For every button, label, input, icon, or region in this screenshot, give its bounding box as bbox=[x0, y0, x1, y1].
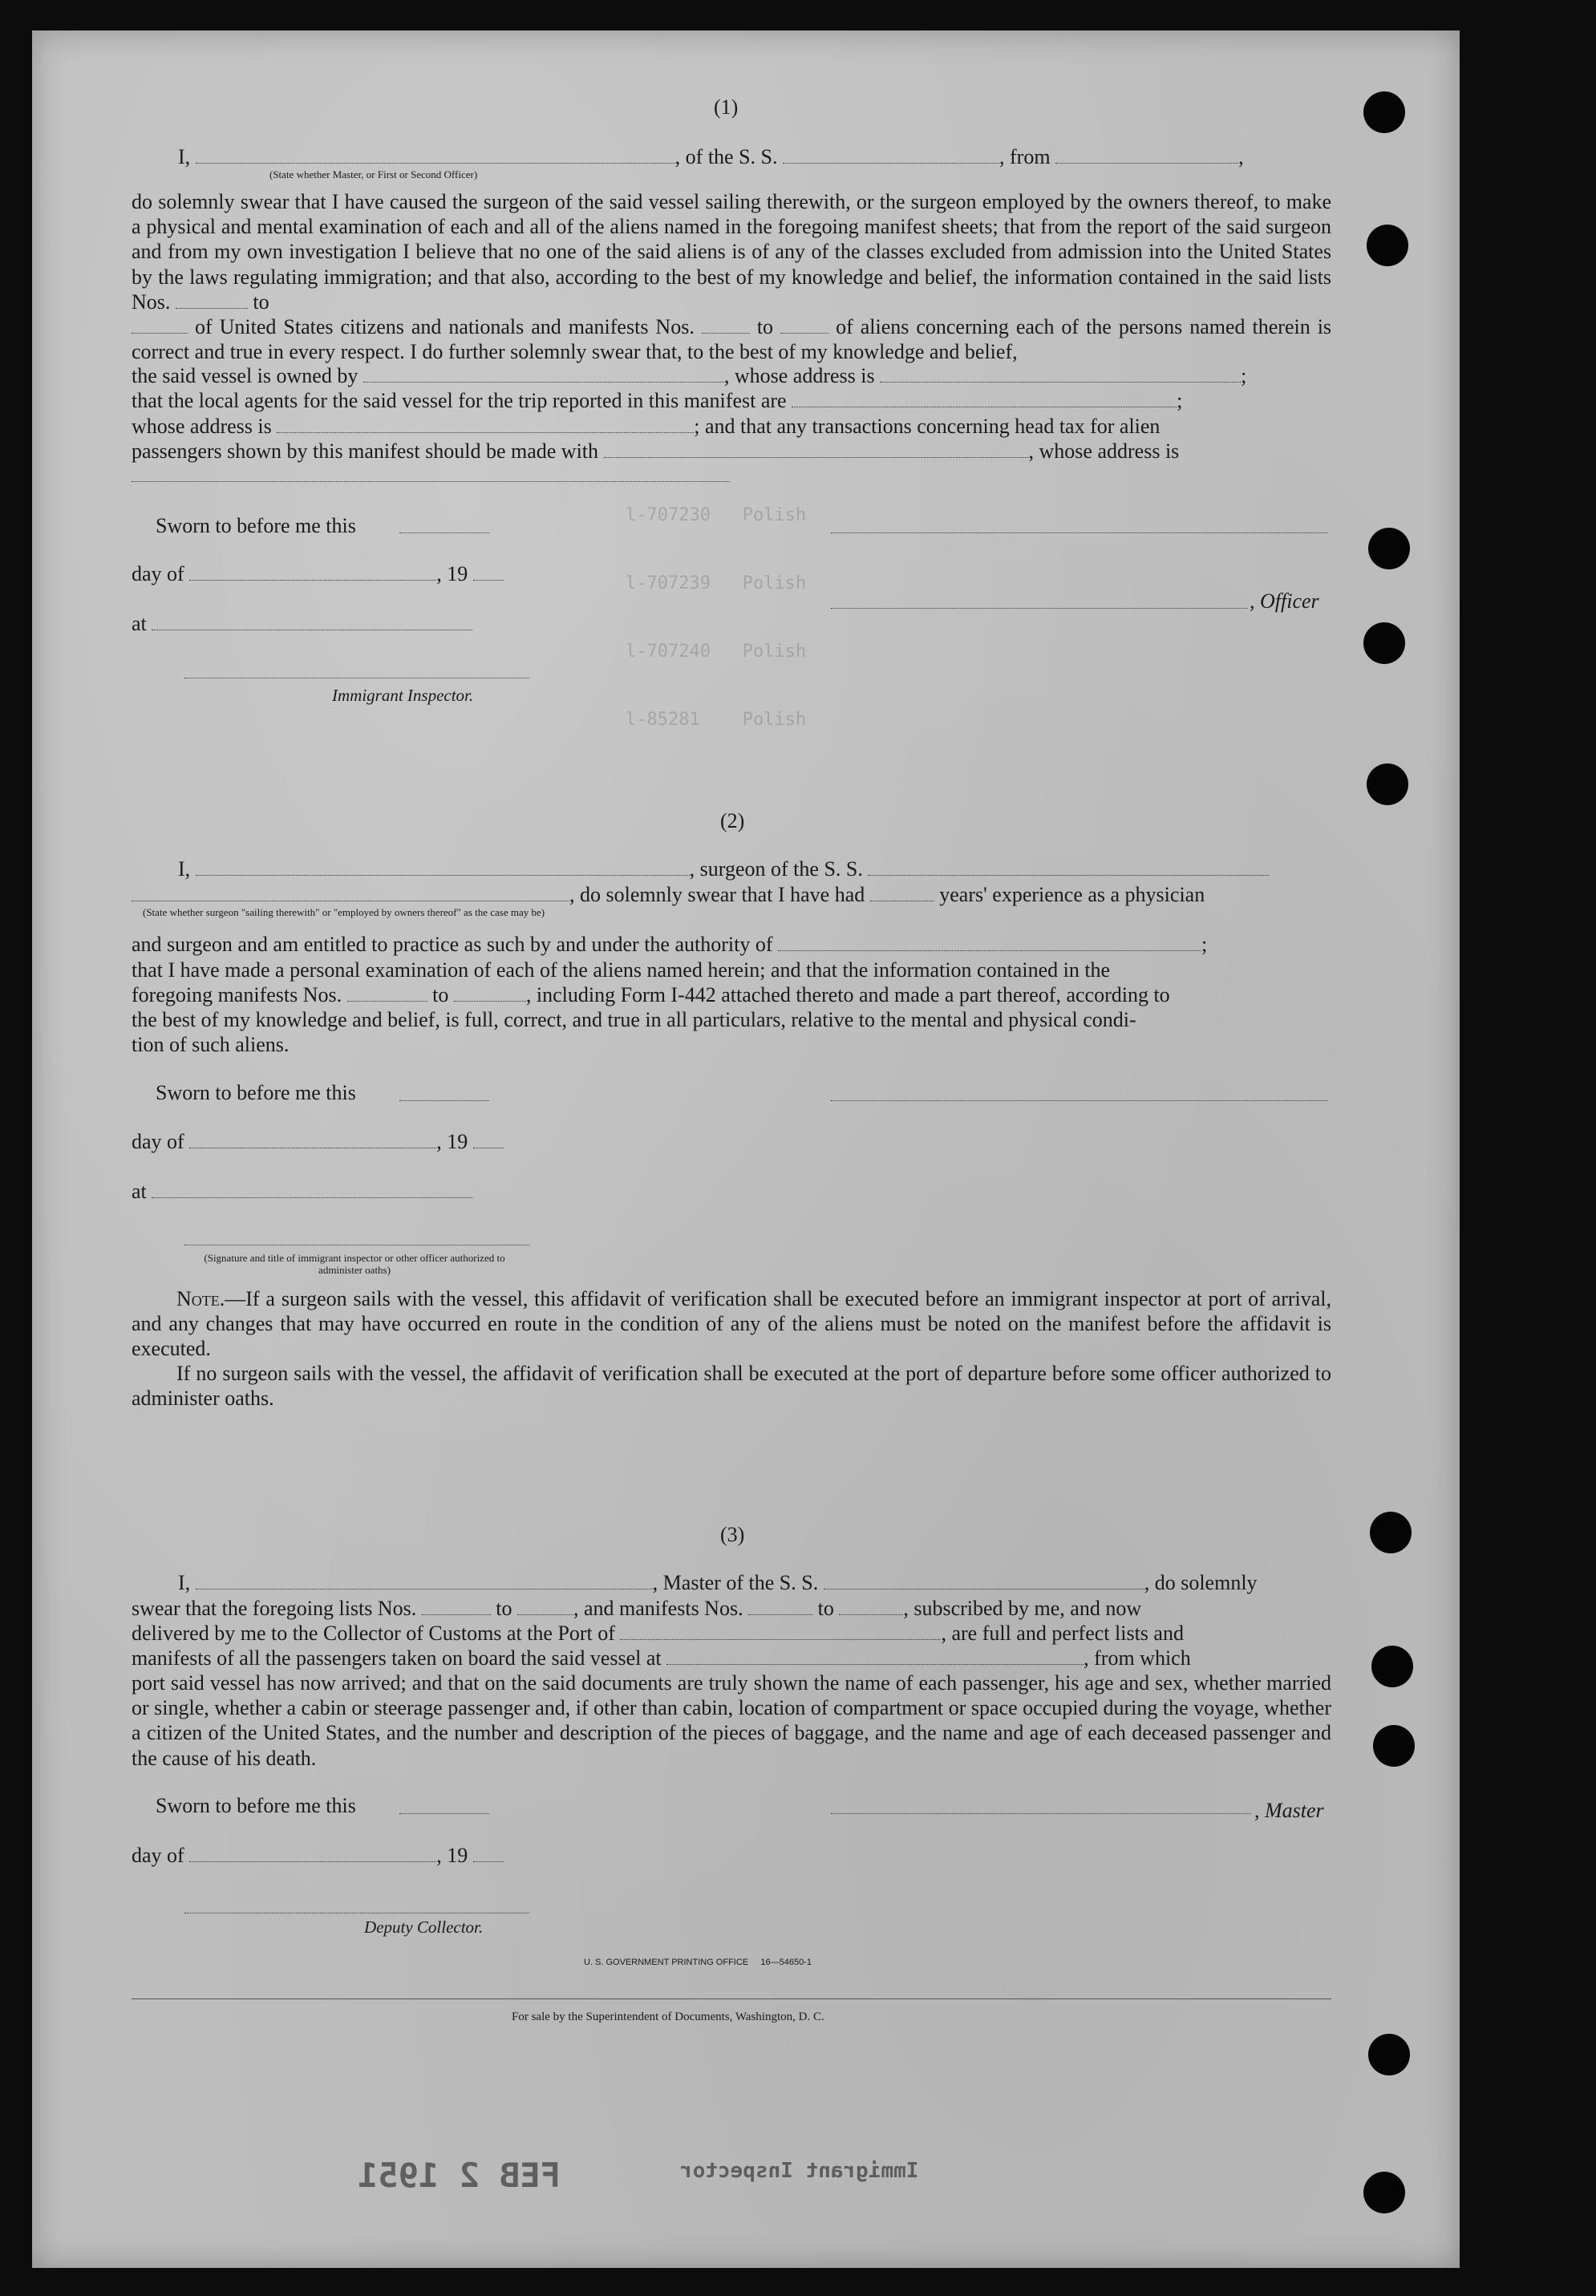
to-label: to bbox=[817, 1597, 834, 1620]
binder-hole bbox=[1370, 1512, 1412, 1553]
sec2-line7: tion of such aliens. bbox=[132, 1033, 290, 1056]
sec2-manifest-from-field[interactable] bbox=[347, 1000, 427, 1002]
agents-address-label: whose address is bbox=[132, 415, 272, 438]
to-label: to bbox=[756, 315, 774, 339]
binder-hole bbox=[1373, 1725, 1415, 1767]
sec3-line3 bbox=[132, 1621, 1184, 1646]
sec3-manifest-to-field[interactable] bbox=[839, 1614, 903, 1615]
sec3-line4 bbox=[132, 1646, 1191, 1670]
form-i442-label: , including Form I-442 attached thereto and made a part thereof, according to bbox=[525, 983, 1170, 1006]
binder-hole bbox=[1363, 2172, 1405, 2213]
sec2-at-field[interactable] bbox=[152, 1197, 472, 1198]
port-field[interactable] bbox=[620, 1638, 941, 1640]
officer-label: , Officer bbox=[1250, 589, 1319, 613]
to-label: to bbox=[253, 290, 269, 314]
sec1-ss-label: , of the S. S. bbox=[674, 145, 778, 168]
sec1-i-label: I, bbox=[178, 145, 191, 168]
note-paragraph bbox=[132, 1286, 1331, 1362]
manifests-label: , and manifests Nos. bbox=[573, 1597, 743, 1620]
sec2-year-field[interactable] bbox=[473, 1147, 504, 1148]
sec3-lists-from-field[interactable] bbox=[422, 1614, 491, 1615]
sec2-line1 bbox=[178, 856, 1269, 881]
sale-note: For sale by the Superintendent of Documents, Washington, D. C. bbox=[512, 2011, 824, 2023]
note-text-2: If no surgeon sails with the vessel, the affidavit of verification shall be executed at the port of departure before some officer authorized to administer oaths. bbox=[132, 1362, 1331, 1411]
owned-line bbox=[132, 363, 1246, 388]
inspector-stamp: Immigrant Inspector bbox=[680, 2159, 919, 2183]
years-field[interactable] bbox=[870, 900, 934, 901]
agents-line bbox=[132, 388, 1182, 413]
to-label: to bbox=[432, 983, 449, 1006]
solemnly-label: , do solemnly bbox=[1144, 1571, 1258, 1594]
headtax-address-label: , whose address is bbox=[1028, 439, 1180, 463]
sec2-line4: that I have made a personal examination of each of the aliens named herein; and that the information contained in the bbox=[132, 958, 1111, 982]
binder-hole bbox=[1371, 1646, 1413, 1687]
surgeon-note: (State whether surgeon "sailing therewith" or "employed by owners thereof" as the case may be) bbox=[143, 906, 545, 918]
officer-name-field[interactable] bbox=[196, 162, 675, 164]
sec2-i-label: I, bbox=[178, 857, 191, 881]
experience-label: years' experience as a physician bbox=[939, 883, 1205, 906]
from-port-field[interactable] bbox=[1055, 162, 1238, 164]
passengers-line bbox=[132, 439, 1179, 464]
sec3-lists-to-field[interactable] bbox=[517, 1614, 573, 1615]
sec3-day-field[interactable] bbox=[189, 1861, 436, 1862]
sec3-i-label: I, bbox=[178, 1571, 191, 1594]
sec1-from-label: , from bbox=[999, 145, 1051, 168]
sec3-line1 bbox=[178, 1570, 1258, 1595]
year-label: , 19 bbox=[436, 1130, 468, 1153]
punct: ; bbox=[1201, 933, 1208, 956]
embark-port-field[interactable] bbox=[666, 1663, 1084, 1665]
sec3-line2 bbox=[132, 1596, 1141, 1621]
sec2-sworn-field[interactable] bbox=[399, 1100, 489, 1101]
sec1-sworn-field[interactable] bbox=[399, 532, 489, 533]
master-signature-line[interactable] bbox=[831, 1813, 1251, 1814]
note-text: —If a surgeon sails with the vessel, this affidavit of verification shall be executed before an immigrant inspector at port of arrival, and any changes that may have occurred en route in the condition of any of the aliens must be noted on the manifest before the affidavit is executed. bbox=[132, 1287, 1331, 1361]
agents-field[interactable] bbox=[792, 406, 1177, 407]
sec1-officer-signature-line[interactable] bbox=[831, 532, 1328, 533]
binder-hole bbox=[1367, 225, 1408, 266]
sec2-day-field[interactable] bbox=[189, 1147, 436, 1148]
show-through-text: l-707230 Polish l-707239 Polish l-707240 Polish l-85281 Polish bbox=[626, 505, 807, 730]
swear-label: , do solemnly swear that I have had bbox=[569, 883, 865, 906]
sec1-day-line bbox=[132, 561, 504, 586]
sec1-at-line bbox=[132, 611, 472, 636]
binder-hole bbox=[1368, 528, 1410, 569]
owned-label: the said vessel is owned by bbox=[132, 364, 358, 387]
date-stamp: FEB 2 1951 bbox=[358, 2156, 561, 2195]
to-label: to bbox=[496, 1597, 512, 1620]
foregoing-label: foregoing manifests Nos. bbox=[132, 983, 342, 1006]
year-label: , 19 bbox=[436, 1844, 468, 1867]
passengers-label: passengers shown by this manifest should be made with bbox=[132, 439, 599, 463]
headtax-agent-field[interactable] bbox=[604, 456, 1029, 458]
owner-address-field[interactable] bbox=[880, 381, 1241, 383]
day-label: day of bbox=[132, 1130, 184, 1153]
gpo-imprint: U. S. GOVERNMENT PRINTING OFFICE 16—54650-1 bbox=[584, 1958, 812, 1967]
surgeon-signature-line[interactable] bbox=[831, 1100, 1328, 1101]
authority-label: and surgeon and am entitled to practice as such by and under the authority of bbox=[132, 933, 773, 956]
taken-on-board-label: manifests of all the passengers taken on board the said vessel at bbox=[132, 1646, 662, 1670]
authority-field[interactable] bbox=[778, 950, 1201, 951]
sec2-at-line bbox=[132, 1179, 472, 1204]
from-which-label: , from which bbox=[1084, 1646, 1191, 1670]
day-label: day of bbox=[132, 562, 184, 585]
sec3-vessel-field[interactable] bbox=[824, 1588, 1144, 1589]
sec1-officer-line[interactable] bbox=[831, 608, 1248, 609]
owner-address-label: , whose address is bbox=[723, 364, 875, 387]
note-paragraph-2 bbox=[132, 1361, 1331, 1411]
lists-from-field[interactable] bbox=[176, 307, 248, 309]
sec2-manifest-to-field[interactable] bbox=[454, 1000, 526, 1002]
sec1-sworn: Sworn to before me this bbox=[156, 514, 356, 537]
lists-label: swear that the foregoing lists Nos. bbox=[132, 1597, 417, 1620]
at-label: at bbox=[132, 1180, 147, 1203]
sec1-day-field[interactable] bbox=[189, 579, 436, 581]
agents-label: that the local agents for the said vessel for the trip reported in this manifest are bbox=[132, 389, 787, 412]
punct: ; bbox=[1177, 389, 1183, 412]
at-label: at bbox=[132, 612, 147, 635]
sec2-sworn: Sworn to before me this bbox=[156, 1081, 356, 1104]
day-label: day of bbox=[132, 1844, 184, 1867]
agents-address-field[interactable] bbox=[277, 431, 694, 433]
sec1-body-text: do solemnly swear that I have caused the surgeon of the said vessel sailing therewith, or the surgeon employed by the owners thereof, to make a physical and mental examination of each and all of the aliens named in the foregoing manifest sheets; that from the report of the said surgeon and from my own investigation I believe that no one of the said aliens is of any of the classes excluded from admission into the United States by the laws regulating immigration; and that also, according to the best of my knowledge and belief, the information contained in the said lists Nos. bbox=[132, 190, 1331, 314]
sec3-sworn: Sworn to before me this bbox=[156, 1794, 356, 1817]
vessel-name-field[interactable] bbox=[783, 162, 999, 164]
officer-note: (State whether Master, or First or Second Officer) bbox=[269, 168, 478, 180]
sec1-body bbox=[132, 189, 1331, 364]
whose-line bbox=[132, 414, 1160, 439]
subscribed-label: , subscribed by me, and now bbox=[903, 1597, 1142, 1620]
binder-hole bbox=[1367, 763, 1408, 805]
lists-to-field[interactable] bbox=[132, 332, 188, 334]
sec1-line1: I, , of the S. S. , from , bbox=[178, 145, 1244, 168]
sec3-day-line bbox=[132, 1843, 504, 1868]
signature-title-note: (Signature and title of immigrant inspector or other officer authorized to administer oaths) bbox=[204, 1252, 505, 1276]
note-label: Note. bbox=[176, 1287, 225, 1310]
sec3-sworn-field[interactable] bbox=[399, 1813, 489, 1814]
surgeon-name-field[interactable] bbox=[196, 874, 690, 876]
manifest-to-field[interactable] bbox=[780, 332, 828, 334]
section-2-number: (2) bbox=[720, 809, 745, 832]
manifest-from-field[interactable] bbox=[702, 332, 750, 334]
sec3-year-field[interactable] bbox=[473, 1861, 504, 1862]
surgeon-ss-label: , surgeon of the S. S. bbox=[689, 857, 863, 881]
deputy-collector-label: Deputy Collector. bbox=[364, 1917, 484, 1937]
headtax-label: ; and that any transactions concerning head tax for alien bbox=[694, 415, 1161, 438]
section-3-number: (3) bbox=[720, 1523, 745, 1546]
master-ss-label: , Master of the S. S. bbox=[652, 1571, 819, 1594]
year-label: , 19 bbox=[436, 562, 468, 585]
sec2-day-line bbox=[132, 1129, 504, 1154]
binder-hole bbox=[1363, 91, 1405, 133]
binder-hole bbox=[1363, 622, 1405, 664]
headtax-address-line[interactable] bbox=[132, 481, 730, 482]
surgeon-type-field[interactable] bbox=[132, 900, 569, 901]
collector-port-label: delivered by me to the Collector of Customs at the Port of bbox=[132, 1622, 615, 1645]
sec3-manifest-from-field[interactable] bbox=[748, 1614, 812, 1615]
sec1-year-field[interactable] bbox=[473, 579, 504, 581]
binder-hole bbox=[1368, 2034, 1410, 2075]
sec2-line3 bbox=[132, 932, 1207, 957]
immigrant-inspector-label: Immigrant Inspector. bbox=[332, 686, 474, 705]
perfect-lists-label: , are full and perfect lists and bbox=[941, 1622, 1184, 1645]
section-1-number: (1) bbox=[714, 95, 739, 119]
sec1-body-text-3: of aliens concerning each of the persons named therein is correct and true in every respect. I do further solemnly swear that, to the best of my knowledge and belief, bbox=[132, 315, 1332, 364]
master-name-field[interactable] bbox=[196, 1588, 653, 1589]
sec3-body: port said vessel has now arrived; and that on the said documents are truly shown the name of each passenger, his age and sex, whether married or single, whether a cabin or steerage passenger and, if other than cabin, location of compartment or space occupied during the voyage, whether a citizen of the United States, and the number and description of the pieces of baggage, and the name and age of each deceased passenger and the cause of his death. bbox=[132, 1671, 1331, 1770]
footer-rule bbox=[132, 1998, 1331, 1999]
sec2-vessel-field[interactable] bbox=[868, 874, 1269, 876]
sec1-at-field[interactable] bbox=[152, 629, 472, 630]
owner-field[interactable] bbox=[363, 381, 724, 383]
punct: ; bbox=[1241, 364, 1247, 387]
sec2-line6: the best of my knowledge and belief, is full, correct, and true in all particulars, relative to the mental and physical condi- bbox=[132, 1008, 1136, 1031]
sec2-line2 bbox=[132, 882, 1205, 907]
sec2-line5 bbox=[132, 982, 1170, 1007]
sec1-body-text-2: of United States citizens and nationals and manifests Nos. bbox=[195, 315, 695, 339]
master-label: , Master bbox=[1254, 1799, 1324, 1822]
